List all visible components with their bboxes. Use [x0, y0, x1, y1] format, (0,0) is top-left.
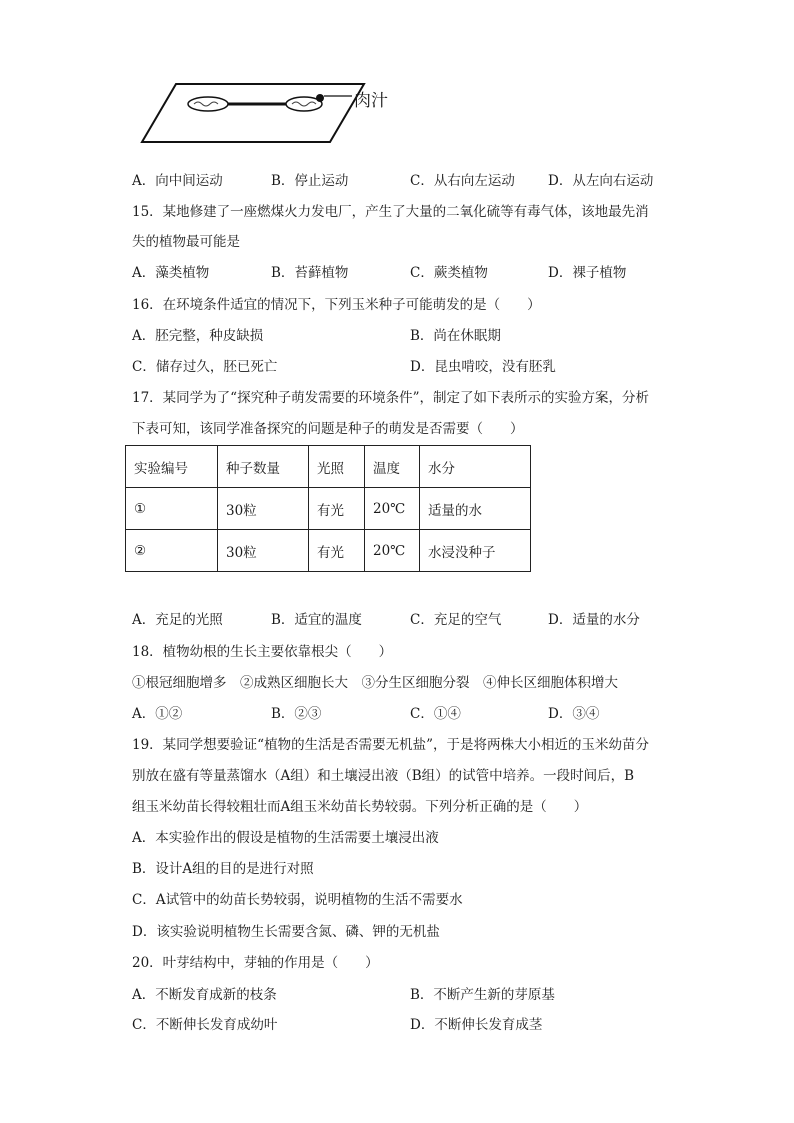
table-cell: 水浸没种子	[420, 530, 531, 572]
q14-option-a: A．向中间运动	[132, 173, 223, 189]
table-header-cell: 实验编号	[126, 446, 218, 488]
table-cell: 有光	[309, 530, 365, 572]
q19-stem-line-3: 组玉米幼苗长得较粗壮而A组玉米幼苗长势较弱。下列分析正确的是（ ）	[132, 799, 588, 815]
q17-option-a: A．充足的光照	[132, 612, 223, 628]
q15-option-a: A．藻类植物	[132, 265, 210, 281]
meat-juice-label: 肉汁	[354, 91, 388, 111]
q20-option-d: D．不断伸长发育成茎	[410, 1017, 543, 1033]
q19-option-a: A．本实验作出的假设是植物的生活需要土壤浸出液	[132, 830, 439, 846]
q17-option-b: B．适宜的温度	[271, 612, 362, 628]
q18-option-c: C．①④	[410, 706, 461, 722]
q16-option-b: B．尚在休眠期	[410, 328, 501, 344]
q19-option-c: C．A试管中的幼苗长势较弱，说明植物的生活不需要水	[132, 892, 463, 908]
q15-stem-line-1: 15．某地修建了一座燃煤火力发电厂，产生了大量的二氧化硫等有毒气体，该地最先消	[132, 204, 649, 220]
q18-option-a: A．①②	[132, 706, 183, 722]
meat-juice-drop	[316, 94, 324, 102]
table-cell: 20℃	[365, 488, 420, 530]
q20-option-a: A．不断发育成新的枝条	[132, 987, 277, 1003]
q16-option-c: C．储存过久，胚已死亡	[132, 359, 278, 375]
q17-option-c: C．充足的空气	[410, 612, 502, 628]
table-cell: 30粒	[218, 488, 309, 530]
q19-stem-line-2: 别放在盛有等量蒸馏水（A组）和土壤浸出液（B组）的试管中培养。一段时间后，B	[132, 768, 635, 784]
table-row	[126, 488, 531, 530]
q18-stem: 18．植物幼根的生长主要依靠根尖（ ）	[132, 644, 393, 660]
table-cell: ②	[126, 530, 218, 572]
q20-stem: 20．叶芽结构中，芽轴的作用是（ ）	[132, 955, 379, 971]
q20-option-c: C．不断伸长发育成幼叶	[132, 1017, 278, 1033]
q16-option-a: A．胚完整，种皮缺损	[132, 328, 264, 344]
table-cell: 有光	[309, 488, 365, 530]
table-cell: 30粒	[218, 530, 309, 572]
table-header-cell: 光照	[309, 446, 365, 488]
q14-option-c: C．从右向左运动	[410, 173, 515, 189]
table-header-row	[126, 446, 531, 488]
table-header-cell: 种子数量	[218, 446, 309, 488]
q19-stem-line-1: 19．某同学想要验证“植物的生活是否需要无机盐”，于是将两株大小相近的玉米幼苗分	[132, 737, 649, 753]
q18-option-d: D．③④	[548, 706, 600, 722]
q15-option-c: C．蕨类植物	[410, 265, 488, 281]
q16-stem: 16．在环境条件适宜的情况下，下列玉米种子可能萌发的是（ ）	[132, 297, 541, 313]
table-header-cell: 温度	[365, 446, 420, 488]
glass-slide-outline	[142, 84, 364, 142]
table-cell: 20℃	[365, 530, 420, 572]
q16-option-d: D．昆虫啃咬，没有胚乳	[410, 359, 556, 375]
q14-option-d: D．从左向右运动	[548, 173, 654, 189]
table-row	[126, 530, 531, 572]
experiment-table	[125, 445, 531, 572]
q20-option-b: B．不断产生新的芽原基	[410, 987, 555, 1003]
q17-stem-line-2: 下表可知，该同学准备探究的问题是种子的萌发是否需要（ ）	[132, 421, 524, 437]
q17-option-d: D．适量的水分	[548, 612, 640, 628]
slide-figure	[140, 78, 420, 150]
q18-option-b: B．②③	[271, 706, 322, 722]
table-header-cell: 水分	[420, 446, 531, 488]
q19-option-d: D．该实验说明植物生长需要含氮、磷、钾的无机盐	[132, 924, 440, 940]
q15-option-d: D．裸子植物	[548, 265, 627, 281]
q15-option-b: B．苔藓植物	[271, 265, 349, 281]
q15-stem-line-2: 失的植物最可能是	[132, 234, 240, 250]
q19-option-b: B．设计A组的目的是进行对照	[132, 861, 314, 877]
table-cell: ①	[126, 488, 218, 530]
q17-stem-line-1: 17．某同学为了“探究种子萌发需要的环境条件”，制定了如下表所示的实验方案，分析	[132, 390, 649, 406]
q14-option-b: B．停止运动	[271, 173, 349, 189]
q18-statements: ①根冠细胞增多 ②成熟区细胞长大 ③分生区细胞分裂 ④伸长区细胞体积增大	[132, 675, 618, 691]
table-cell: 适量的水	[420, 488, 531, 530]
